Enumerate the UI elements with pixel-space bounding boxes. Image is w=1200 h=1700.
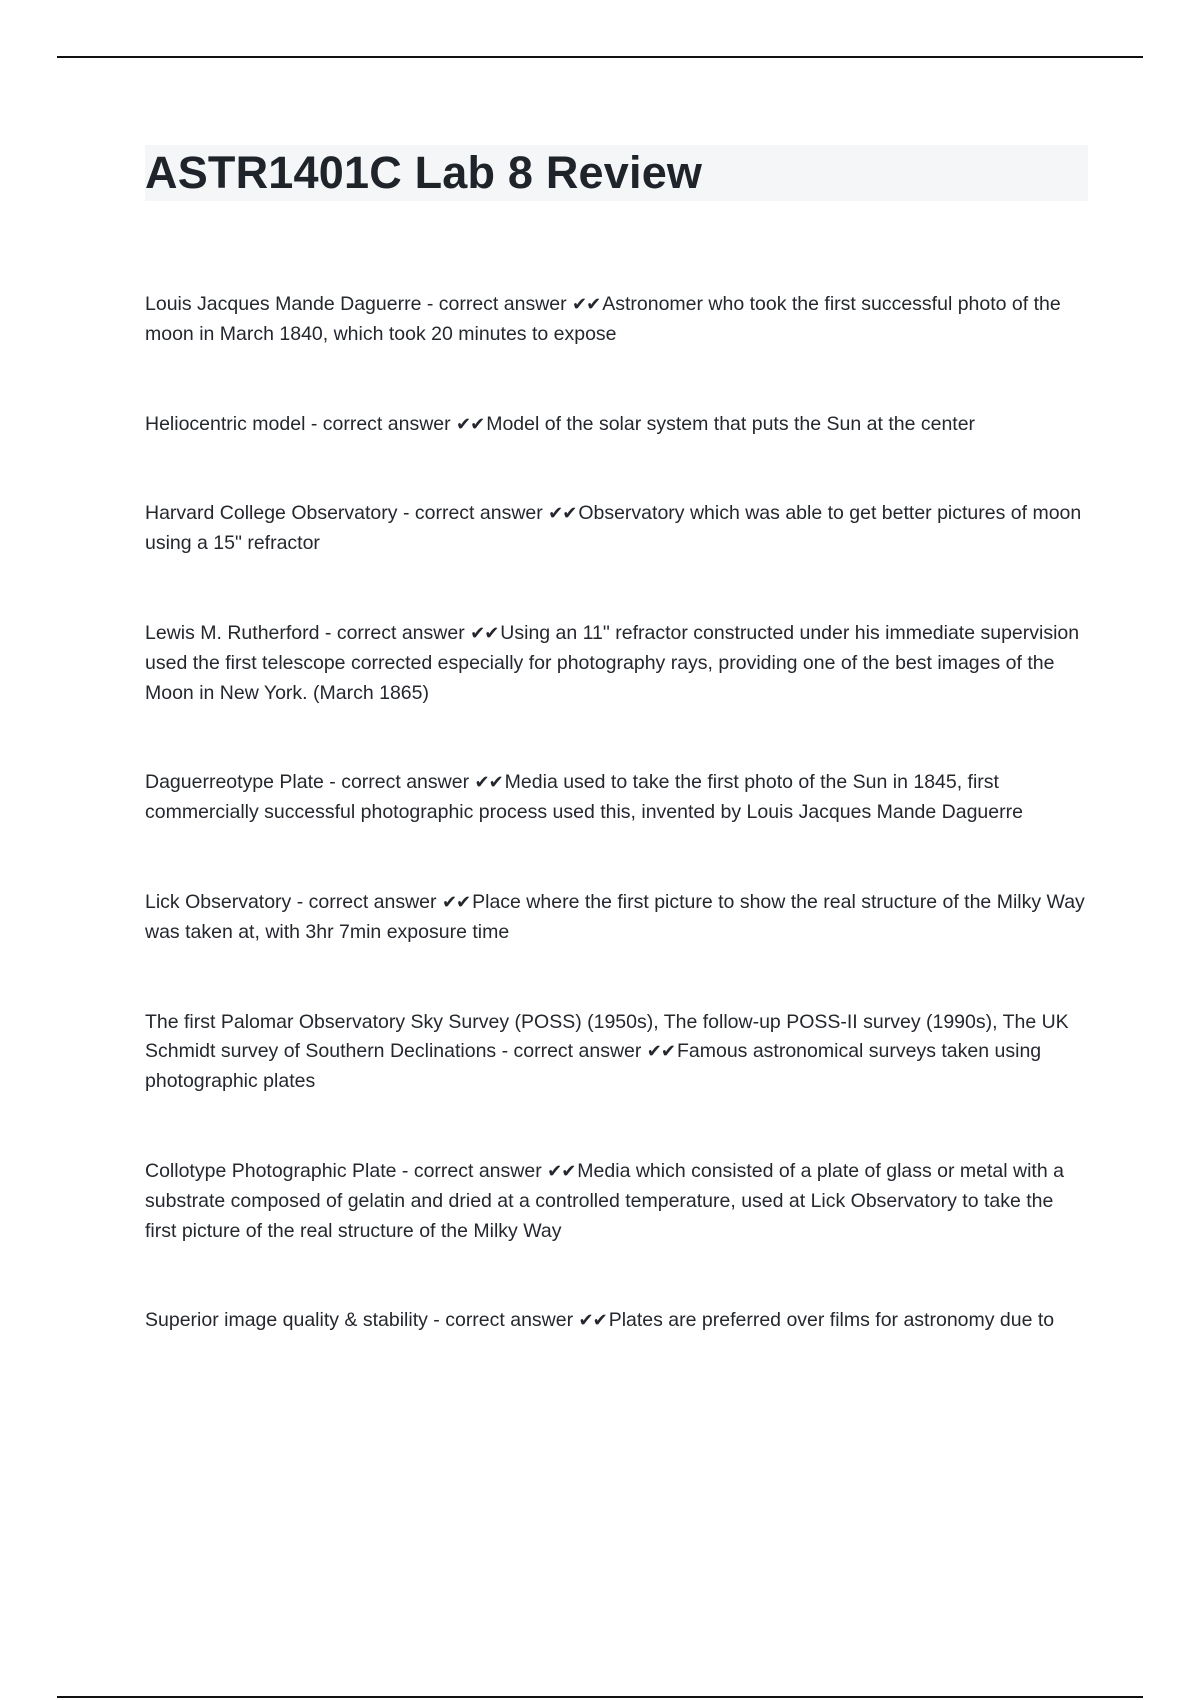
double-check-icon: ✔✔: [456, 413, 485, 435]
qa-definition: Observatory which was able to get better pictures of moon using a 15" refractor: [145, 502, 1082, 555]
qa-term: The first Palomar Observatory Sky Survey (POSS) (1950s), The follow-up POSS-II survey (1990s), The UK Schmidt survey of Southern Declinations: [145, 1010, 1069, 1063]
qa-term: Collotype Photographic Plate: [145, 1159, 397, 1182]
qa-item: [145, 1157, 1085, 1246]
qa-term: Harvard College Observatory: [145, 502, 398, 525]
qa-item: [145, 410, 1085, 440]
qa-item: [145, 768, 1085, 828]
qa-definition: Media used to take the first photo of the Sun in 1845, first commercially successful photographic process used this, invented by Louis Jacques Mande Daguerre: [145, 771, 1023, 824]
qa-definition: Model of the solar system that puts the Sun at the center: [486, 412, 976, 435]
double-check-icon: ✔✔: [646, 1041, 675, 1063]
qa-definition: Using an 11" refractor constructed under his immediate supervision used the first telescope corrected especially for photography rays, providing one of the best images of the Moon in New York. (March 1865): [145, 621, 1080, 704]
qa-term: Lick Observatory: [145, 890, 292, 913]
qa-definition: Famous astronomical surveys taken using photographic plates: [145, 1040, 1042, 1093]
qa-separator: - correct answer: [319, 621, 471, 644]
double-check-icon: ✔✔: [547, 1160, 576, 1182]
top-divider: [57, 56, 1143, 58]
double-check-icon: ✔✔: [572, 294, 601, 315]
qa-term: Superior image quality & stability: [145, 1309, 428, 1332]
qa-separator: - correct answer: [396, 1159, 548, 1182]
double-check-icon: ✔✔: [548, 503, 577, 525]
qa-definition: Media which consisted of a plate of glass or metal with a substrate composed of gelatin and dried at a controlled temperature, used at Lick Observatory to take the first picture of the real structure of the Milky Way: [145, 1159, 1064, 1242]
qa-separator: - correct answer: [397, 502, 549, 525]
qa-term: Lewis M. Rutherford: [145, 621, 320, 644]
qa-item: [145, 1008, 1085, 1097]
qa-item: [145, 888, 1085, 948]
double-check-icon: ✔✔: [474, 772, 503, 794]
qa-separator: - correct answer: [427, 1309, 579, 1332]
qa-separator: - correct answer: [305, 412, 457, 435]
double-check-icon: ✔✔: [578, 1310, 607, 1332]
qa-separator: - correct answer: [421, 293, 573, 315]
qa-separator: - correct answer: [291, 890, 442, 913]
qa-item: [145, 290, 1085, 350]
qa-term: Heliocentric model: [145, 412, 306, 435]
qa-item: [145, 1306, 1085, 1336]
qa-item: [145, 499, 1085, 559]
double-check-icon: ✔✔: [441, 891, 471, 913]
qa-term: Louis Jacques Mande Daguerre: [145, 293, 422, 315]
qa-separator: - correct answer: [496, 1040, 647, 1063]
title-band: [145, 145, 1088, 201]
qa-definition: Plates are preferred over films for astronomy due to: [608, 1309, 1055, 1332]
qa-separator: - correct answer: [323, 771, 475, 794]
qa-definition: Place where the first picture to show the real structure of the Milky Way was taken at, with 3hr 7min exposure time: [145, 890, 1085, 943]
qa-term: Daguerreotype Plate: [145, 771, 324, 794]
bottom-divider: [57, 1696, 1143, 1698]
qa-list: [145, 290, 1085, 1396]
qa-definition: Astronomer who took the first successful photo of the moon in March 1840, which took 20 minutes to expose: [145, 293, 1061, 345]
page-title: ASTR1401C Lab 8 Review: [145, 147, 703, 198]
qa-item: [145, 619, 1085, 708]
double-check-icon: ✔✔: [470, 622, 499, 644]
